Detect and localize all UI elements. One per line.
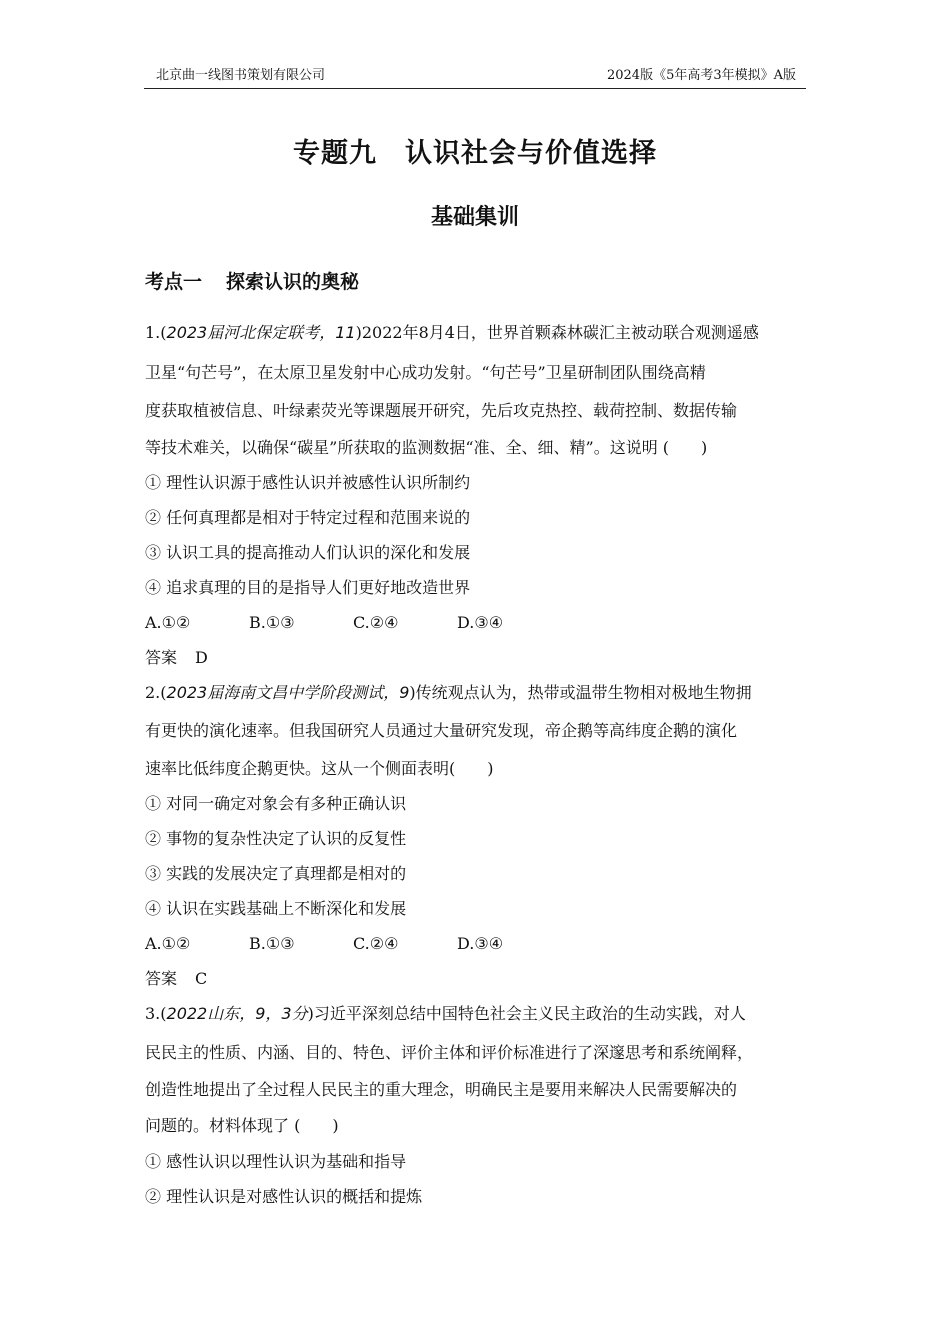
question-1-stem-line: 等技术难关，以确保“碳星”所获取的监测数据“准、全、细、精”。这说明 ( ) [145,438,708,457]
statement: ① 理性认识源于感性认识并被感性认识所制约 [145,473,471,492]
question-3-stem-line: 民民主的性质、内涵、目的、特色、评价主体和评价标准进行了深邃思考和系统阐释， [145,1043,754,1062]
option-a: A.①② [145,934,191,953]
topic-number: 专题九 [293,138,377,169]
publisher-name: 北京曲一线图书策划有限公司 [156,68,326,83]
answer-line [145,647,810,669]
edition-label: 2024版《5年高考3年模拟》A版 [606,68,796,83]
answer-line [145,968,810,990]
answer-label: 答案 [145,969,178,988]
question-source: 2023届海南文昌中学阶段测试，9 [166,683,410,702]
question-2-stem-line: 2.(2023届海南文昌中学阶段测试，9)传统观点认为，热带或温带生物相对极地生物拥 [145,683,752,702]
subtitle: 基础集训 [430,205,519,230]
question-2-stem-line: 有更快的演化速率。但我国研究人员通过大量研究发现，帝企鹅等高纬度企鹅的演化 [145,721,738,740]
page-title [0,131,950,170]
question-1-stem-line: 度获取植被信息、叶绿素荧光等课题展开研究，先后攻克热控、载荷控制、数据传输 [145,401,738,420]
option-c: C.②④ [353,934,399,953]
option-d: D.③④ [457,934,504,953]
option-a: A.①② [145,613,191,632]
option-b: B.①③ [249,613,295,632]
statement: ③ 实践的发展决定了真理都是相对的 [145,864,407,883]
options-row [145,612,810,634]
statement: ① 对同一确定对象会有多种正确认识 [145,794,407,813]
options-row [145,933,810,955]
question-3-stem-line: 创造性地提出了全过程人民民主的重大理念，明确民主是要用来解决人民需要解决的 [145,1080,738,1099]
answer-label: 答案 [145,648,178,667]
statement: ④ 追求真理的目的是指导人们更好地改造世界 [145,578,471,597]
question-2-stem-line: 速率比低纬度企鹅更快。这从一个侧面表明( ) [145,759,494,778]
option-d: D.③④ [457,613,504,632]
page-header [144,64,806,89]
section-name: 探索认识的奥秘 [226,271,360,293]
answer-value: D [195,648,208,667]
statement: ③ 认识工具的提高推动人们认识的深化和发展 [145,543,471,562]
answer-value: C [195,969,208,988]
statement: ② 事物的复杂性决定了认识的反复性 [145,829,407,848]
statement: ④ 认识在实践基础上不断深化和发展 [145,899,407,918]
statement: ① 感性认识以理性认识为基础和指导 [145,1152,407,1171]
option-b: B.①③ [249,934,295,953]
question-source: 2022山东，9，3分 [166,1004,308,1023]
question-3-stem-line: 问题的。材料体现了 ( ) [145,1116,339,1135]
topic-name: 认识社会与价值选择 [405,138,657,169]
question-3-stem-line: 3.(2022山东，9，3分)习近平深刻总结中国特色社会主义民主政治的生动实践，对人 [145,1004,746,1023]
question-source: 2023届河北保定联考，11 [166,323,356,342]
statement: ② 任何真理都是相对于特定过程和范围来说的 [145,508,471,527]
option-c: C.②④ [353,613,399,632]
statement: ② 理性认识是对感性认识的概括和提炼 [145,1187,423,1206]
section-heading [145,267,359,294]
question-1-stem-line: 1.(2023届河北保定联考，11)2022年8月4日，世界首颗森林碳汇主被动联合观测遥感 [145,323,759,342]
question-1-stem-line: 卫星“句芒号”，在太原卫星发射中心成功发射。“句芒号”卫星研制团队围绕高精 [145,363,706,382]
section-label: 考点一 [145,271,203,293]
